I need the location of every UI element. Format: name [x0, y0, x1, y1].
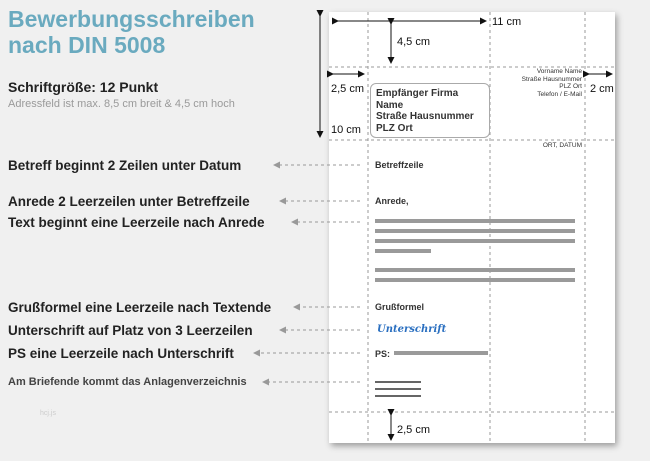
sender-city: PLZ Ort: [559, 83, 582, 91]
text-line: [375, 249, 431, 253]
ps-text-line: [394, 351, 488, 355]
enclosure-line: [375, 381, 421, 383]
rule-enclosures: Am Briefende kommt das Anlagenverzeichnis: [8, 376, 247, 388]
rule-subject: Betreff beginnt 2 Zeilen unter Datum: [8, 158, 242, 173]
recipient-city: PLZ Ort: [376, 122, 413, 134]
recipient-street: Straße Hausnummer: [376, 111, 474, 122]
sender-contact: Telefon / E-Mail: [537, 90, 582, 98]
sender-block: [490, 68, 582, 98]
connector-lines: [254, 165, 360, 382]
recipient-address-field: [370, 83, 490, 138]
sender-name: Vorname Name: [536, 68, 582, 75]
ps-label: PS:: [375, 349, 391, 359]
title-line-2: nach DIN 5008: [8, 32, 166, 58]
text-line: [375, 278, 575, 282]
recipient-name: Name: [376, 99, 404, 111]
text-line: [375, 239, 575, 243]
text-line: [375, 268, 575, 272]
sender-street: Straße Hausnummer: [521, 75, 582, 83]
enclosure-line: [375, 395, 421, 397]
text-line: [375, 219, 575, 223]
rule-text: Text beginnt eine Leerzeile nach Anrede: [8, 215, 265, 230]
font-size-note: Schriftgröße: 12 Punkt: [8, 79, 159, 95]
text-line: [375, 229, 575, 233]
dim-left-margin: 2,5 cm: [331, 83, 365, 95]
recipient-company: Empfänger Firma: [376, 88, 459, 99]
salutation: Anrede,: [375, 196, 409, 206]
rule-ps: PS eine Leerzeile nach Unterschrift: [8, 346, 234, 361]
address-field-note: Adressfeld ist max. 8,5 cm breit & 4,5 cm hoch: [8, 98, 235, 110]
dim-address-top: 10 cm: [331, 124, 361, 136]
dim-right-margin: 2 cm: [590, 83, 614, 95]
signature: Unterschrift: [377, 324, 447, 335]
title-line-1: Bewerbungsschreiben: [8, 6, 255, 32]
dim-top-width: 11 cm: [492, 16, 522, 28]
rule-salutation: Anrede 2 Leerzeilen unter Betreffzeile: [8, 194, 250, 209]
closing-formula: Grußformel: [375, 302, 425, 312]
rule-closing: Grußformel eine Leerzeile nach Textende: [8, 300, 272, 315]
enclosure-line: [375, 388, 421, 390]
watermark: hcj.js: [40, 410, 56, 417]
dim-bottom-margin: 2,5 cm: [397, 424, 431, 436]
dim-top-height: 4,5 cm: [397, 36, 431, 48]
subject-line: Betreffzeile: [375, 160, 424, 170]
rule-signature: Unterschrift auf Platz von 3 Leerzeilen: [8, 323, 253, 338]
place-date: ORT, DATUM: [542, 142, 582, 149]
